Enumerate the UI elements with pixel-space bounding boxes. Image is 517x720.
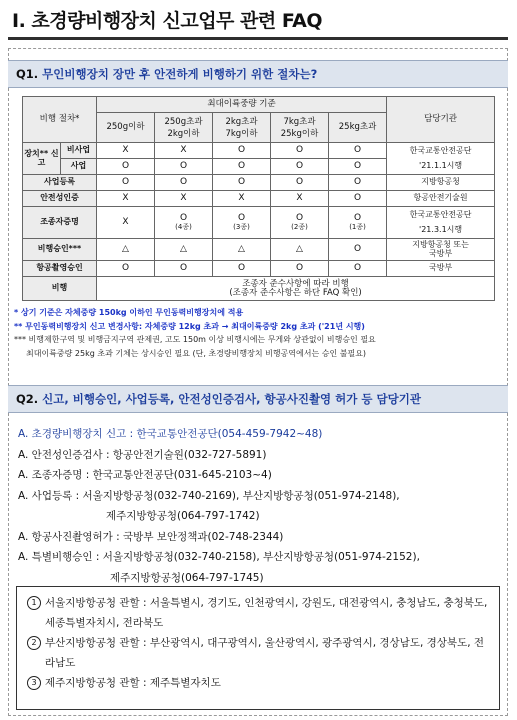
table-cell: X bbox=[155, 143, 213, 159]
org-cell-safety: 항공안전기술원 bbox=[387, 191, 495, 207]
table-cell: O bbox=[329, 143, 387, 159]
table-cell: O bbox=[97, 175, 155, 191]
table-cell: O (2종) bbox=[271, 207, 329, 239]
question-1-label: Q1. bbox=[16, 67, 39, 81]
note-1: * 상기 기준은 자체중량 150kg 이하인 무인동력비행장치에 적용 bbox=[14, 308, 244, 317]
table-cell: X bbox=[97, 191, 155, 207]
table-cell: O bbox=[329, 191, 387, 207]
table-cell: O (4종) bbox=[155, 207, 213, 239]
row-label-report: 장치** 신고 bbox=[23, 143, 61, 175]
question-1-text: 무인비행장치 장만 후 안전하게 비행하기 위한 절차는? bbox=[42, 67, 318, 81]
org-cell-pilot: 한국교통안전공단 '21.3.1시행 bbox=[387, 207, 495, 239]
circled-number: 3 bbox=[27, 676, 41, 690]
answer-list bbox=[18, 424, 504, 588]
answer-pilot: A. 조종자증명 : 한국교통안전공단(031-645-2103~4) bbox=[18, 469, 272, 481]
column-header-4: 7kg초과 25kg이하 bbox=[271, 113, 329, 143]
table-cell: O bbox=[329, 175, 387, 191]
fly-rules-cell: 조종자 준수사항에 따라 비행 (조종자 준수사항은 하단 FAQ 확인) bbox=[97, 277, 495, 301]
table-cell: X bbox=[97, 143, 155, 159]
answer-special-flight-cont: 제주지방항공청(064-797-1745) bbox=[110, 571, 264, 584]
answer-report: A. 초경량비행장치 신고 : 한국교통안전공단(054-459-7942~48) bbox=[18, 428, 323, 440]
note-4: 최대이륙중량 25kg 초과 기체는 상시승인 필요 (단, 초경량비행장치 비행공역에서는 승인 불필요) bbox=[26, 348, 367, 358]
table-cell: O bbox=[271, 261, 329, 277]
table-cell: O bbox=[155, 175, 213, 191]
row-label-biz-reg: 사업등록 bbox=[23, 175, 97, 191]
table-cell: O bbox=[329, 159, 387, 175]
circled-number: 2 bbox=[27, 636, 41, 650]
procedure-table bbox=[22, 96, 495, 301]
table-cell: O bbox=[271, 159, 329, 175]
answer-safety: A. 안전성인증검사 : 항공안전기술원(032-727-5891) bbox=[18, 448, 267, 461]
table-cell: △ bbox=[97, 239, 155, 261]
row-label-flight: 비행승인*** bbox=[23, 239, 97, 261]
table-notes bbox=[14, 306, 502, 360]
table-cell: O bbox=[271, 175, 329, 191]
table-cell: O bbox=[329, 261, 387, 277]
question-2-bar bbox=[8, 385, 508, 413]
row-sublabel-biz: 사업 bbox=[61, 159, 97, 175]
note-2: ** 무인동력비행장치 신고 변경사항: 자체중량 12kg 초과 → 최대이륙중량 2kg 초과 ('21년 시행) bbox=[14, 321, 365, 331]
table-cell: △ bbox=[213, 239, 271, 261]
answer-biz-reg: A. 사업등록 : 서울지방항공청(032-740-2169), 부산지방항공청(051-974-2148), bbox=[18, 489, 400, 502]
table-cell: X bbox=[97, 207, 155, 239]
table-cell: O bbox=[155, 261, 213, 277]
jurisdiction-box bbox=[16, 586, 500, 710]
page-title: Ⅰ. 초경량비행장치 신고업무 관련 FAQ bbox=[8, 6, 508, 40]
column-header-2: 250g초과 2kg이하 bbox=[155, 113, 213, 143]
table-cell: X bbox=[271, 191, 329, 207]
org-cell-report: 한국교통안전공단 '21.1.1시행 bbox=[387, 143, 495, 175]
table-cell: X bbox=[213, 191, 271, 207]
jurisdiction-seoul: 1 서울지방항공청 관할 : 서울특별시, 경기도, 인천광역시, 강원도, 대전광역시, 충청남도, 충청북도, 세종특별자치시, 전라북도 bbox=[25, 593, 491, 633]
org-cell-photo: 국방부 bbox=[387, 261, 495, 277]
row-label-safety: 안전성인증 bbox=[23, 191, 97, 207]
table-cell: X bbox=[155, 191, 213, 207]
org-header: 담당기관 bbox=[387, 97, 495, 143]
table-cell: O bbox=[97, 261, 155, 277]
org-cell-flight: 지방항공청 또는 국방부 bbox=[387, 239, 495, 261]
table-cell: O bbox=[213, 159, 271, 175]
jurisdiction-jeju: 3 제주지방항공청 관할 : 제주특별자치도 bbox=[25, 673, 491, 693]
column-header-5: 25kg초과 bbox=[329, 113, 387, 143]
note-3: *** 비행제한구역 및 비행금지구역 관제권, 고도 150m 이상 비행시에는 무게와 상관없이 비행승인 필요 bbox=[14, 335, 376, 344]
column-header-3: 2kg초과 7kg이하 bbox=[213, 113, 271, 143]
table-cell: O bbox=[329, 239, 387, 261]
table-cell: O bbox=[213, 261, 271, 277]
question-2-text: 신고, 비행승인, 사업등록, 안전성인증검사, 항공사진촬영 허가 등 담당기관 bbox=[42, 392, 421, 406]
table-cell: O (3종) bbox=[213, 207, 271, 239]
row-label-photo: 항공촬영승인 bbox=[23, 261, 97, 277]
table-cell: △ bbox=[155, 239, 213, 261]
row-label-fly: 비행 bbox=[23, 277, 97, 301]
column-header-1: 250g이하 bbox=[97, 113, 155, 143]
question-2-label: Q2. bbox=[16, 392, 39, 406]
row-label-pilot: 조종자증명 bbox=[23, 207, 97, 239]
weight-header: 최대이륙중량 기준 bbox=[97, 97, 387, 113]
answer-special-flight: A. 특별비행승인 : 서울지방항공청(032-740-2158), 부산지방항공청(051-974-2152), bbox=[18, 551, 420, 563]
table-cell: △ bbox=[271, 239, 329, 261]
answer-photo: A. 항공사진촬영허가 : 국방부 보안정책과(02-748-2344) bbox=[18, 530, 284, 543]
question-1-bar bbox=[8, 60, 508, 88]
row-sublabel-nonbiz: 비사업 bbox=[61, 143, 97, 159]
answer-biz-reg-cont: 제주지방항공청(064-797-1742) bbox=[106, 510, 260, 522]
table-corner-cell: 비행 절차* bbox=[23, 97, 97, 143]
org-cell-biz-reg: 지방항공청 bbox=[387, 175, 495, 191]
table-cell: O bbox=[213, 143, 271, 159]
table-cell: O bbox=[271, 143, 329, 159]
table-cell: O bbox=[213, 175, 271, 191]
circled-number: 1 bbox=[27, 596, 41, 610]
table-cell: O bbox=[155, 159, 213, 175]
table-cell: O (1종) bbox=[329, 207, 387, 239]
jurisdiction-busan: 2 부산지방항공청 관할 : 부산광역시, 대구광역시, 울산광역시, 광주광역시, 경상남도, 경상북도, 전라남도 bbox=[25, 633, 491, 673]
table-cell: O bbox=[97, 159, 155, 175]
